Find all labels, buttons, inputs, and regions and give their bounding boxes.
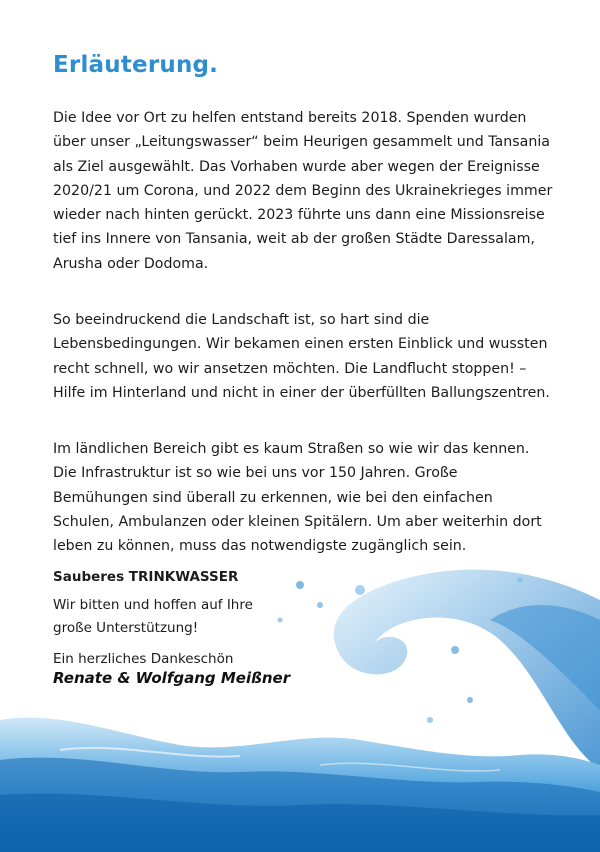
content bbox=[53, 52, 553, 687]
paragraph-1: Die Idee vor Ort zu helfen entstand bereits 2018. Spenden wurden über unser „Leitungswasser“ beim Heurigen gesammelt und Tansania als Ziel ausgewählt. Das Vorhaben wurde aber wegen der Ereignisse 2020/21 um Corona, und 2022 dem Beginn des Ukrainekrieges immer wieder nach hinten gerückt. 2023 führte uns dann eine Missionsreise tief ins Innere von Tansania, weit ab der großen Städte Daressalam, Arusha oder Dodoma. bbox=[53, 110, 553, 272]
paragraph-2: So beeindruckend die Landschaft ist, so hart sind die Lebensbedingungen. Wir bekamen einen ersten Einblick und wussten recht schnell, wo wir ansetzen möchten. Die Landflucht stoppen! – Hilfe im Hinterland und nicht in einer der überfüllten Ballungszentren. bbox=[53, 312, 550, 401]
signature: Renate & Wolfgang Meißner bbox=[53, 669, 291, 687]
appeal-line-2: große Unterstützung! bbox=[53, 620, 199, 636]
appeal-line-1: Wir bitten und hoffen auf Ihre bbox=[53, 597, 253, 613]
appeal-heading: Sauberes TRINKWASSER bbox=[53, 569, 239, 585]
thanks-text: Ein herzliches Dankeschön bbox=[53, 651, 234, 667]
page-title: Erläuterung. bbox=[53, 52, 219, 78]
paragraph-3: Im ländlichen Bereich gibt es kaum Straßen so wie wir das kennen. Die Infrastruktur ist so wie bei uns vor 150 Jahren. Große Bemühungen sind überall zu erkennen, wie bei den einfachen Schulen, Ambulanzen oder kleinen Spitälern. Um aber weiterhin dort leben zu können, muss das notwendigste zugänglich sein. bbox=[53, 441, 542, 555]
